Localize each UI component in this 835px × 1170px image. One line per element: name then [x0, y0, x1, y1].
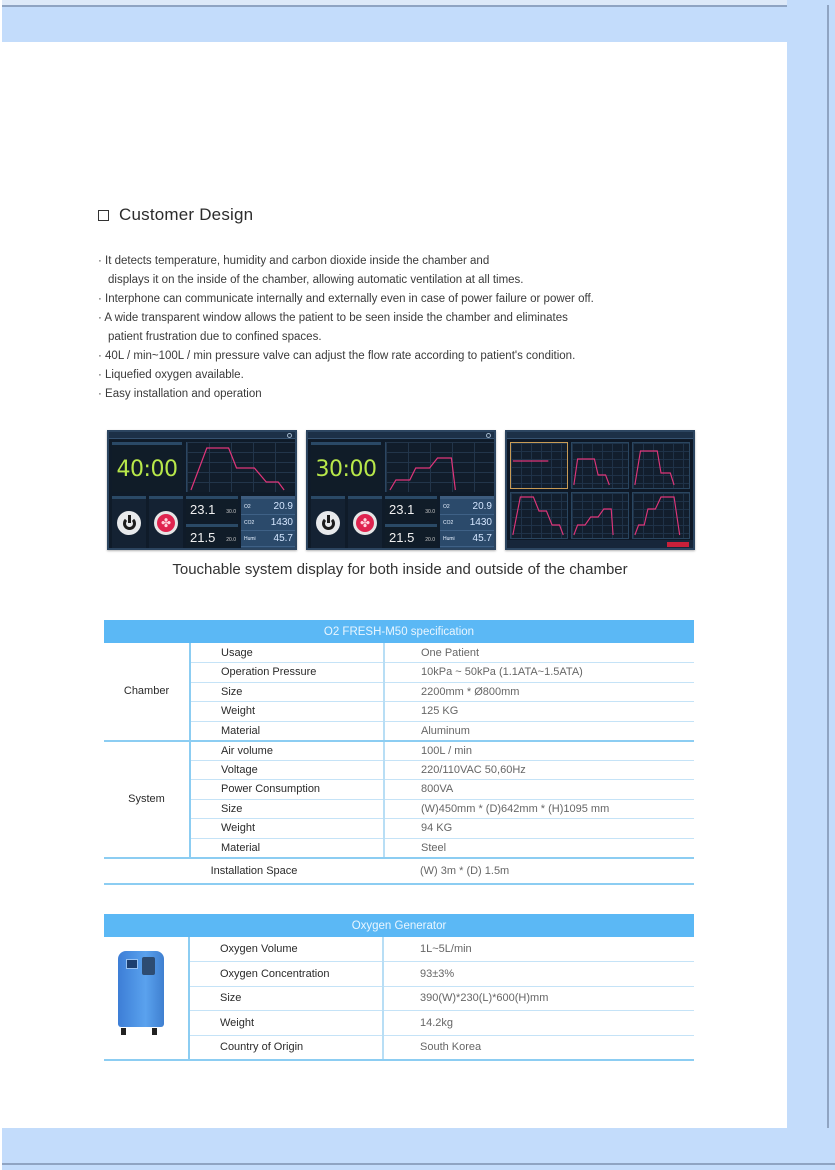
page-frame-bottom	[2, 1128, 835, 1170]
program-curve-icon	[633, 443, 689, 488]
program-selection-screen	[505, 430, 695, 550]
spec-label: Power Consumption	[190, 780, 384, 800]
ventilation-button[interactable]	[154, 511, 178, 535]
oxygen-generator-table	[104, 914, 694, 1061]
spec-value: 800VA	[384, 780, 694, 800]
gas-row-humi: Humi 45.7	[241, 531, 296, 547]
oxygen-concentrator-icon	[118, 951, 166, 1035]
program-curve-icon	[511, 493, 567, 538]
table-row	[104, 721, 694, 741]
program-thumb[interactable]	[632, 442, 690, 489]
spec-label: Country of Origin	[189, 1035, 383, 1060]
power-panel	[112, 496, 146, 548]
program-thumb[interactable]	[571, 492, 629, 539]
oxygen-table-title: Oxygen Generator	[104, 914, 694, 937]
feature-item: · A wide transparent window allows the patient to be seen inside the chamber and eliminates	[98, 312, 568, 324]
page-frame-right	[787, 0, 835, 1170]
program-thumb[interactable]	[571, 442, 629, 489]
screen-titlebar	[109, 432, 295, 439]
pressure-graph	[186, 442, 296, 492]
ventilation-button[interactable]	[353, 511, 377, 535]
feature-item: · Easy installation and operation	[98, 388, 262, 400]
spec-label: Usage	[190, 643, 384, 663]
program-thumb[interactable]	[632, 492, 690, 539]
program-curve-icon	[572, 493, 628, 538]
fan-icon: ✤	[157, 514, 175, 532]
spec-table-title: O2 FRESH-M50 specification	[104, 620, 694, 643]
fan-panel	[348, 496, 382, 548]
timer-readout: 40:00	[116, 457, 178, 482]
spec-label: Weight	[189, 1011, 383, 1036]
pressure-curve-icon	[187, 442, 296, 492]
table-row	[104, 663, 694, 683]
spec-value: Aluminum	[384, 721, 694, 741]
program-thumb[interactable]	[510, 492, 568, 539]
spec-label: Material	[190, 838, 384, 858]
spec-label: Weight	[190, 702, 384, 722]
program-curve-icon	[633, 493, 689, 538]
spec-label: Size	[189, 986, 383, 1011]
spec-value: 1L~5L/min	[383, 937, 694, 962]
spec-label: Size	[190, 799, 384, 819]
feature-item: · 40L / min~100L / min pressure valve can adjust the flow rate according to patient's condition.	[98, 350, 576, 362]
feature-item-continued: patient frustration due to confined spaces.	[108, 331, 322, 343]
screen-titlebar	[507, 432, 693, 439]
table-row	[104, 643, 694, 663]
section-title: Customer Design	[119, 205, 254, 224]
spec-label: Voltage	[190, 760, 384, 780]
spec-table	[104, 620, 694, 885]
table-row	[104, 780, 694, 800]
start-button[interactable]	[667, 542, 689, 547]
table-row	[104, 962, 694, 987]
spec-label: Oxygen Concentration	[189, 962, 383, 987]
spec-label: Weight	[190, 819, 384, 839]
power-button[interactable]	[316, 511, 340, 535]
section-heading	[98, 205, 253, 225]
group-system: System	[104, 741, 190, 858]
temperature-readout: 23.1 30.0	[385, 496, 437, 520]
spec-label: Oxygen Volume	[189, 937, 383, 962]
fan-panel	[149, 496, 183, 548]
table-row	[104, 799, 694, 819]
spec-label: Material	[190, 721, 384, 741]
feature-item: · Interphone can communicate internally and externally even in case of power failure or power off.	[98, 293, 594, 305]
group-chamber: Chamber	[104, 643, 190, 741]
spec-value: (W) 3m * (D) 1.5m	[384, 858, 694, 884]
humidity-readout: 21.5 20.0	[186, 524, 238, 548]
pressure-curve-icon	[386, 442, 495, 492]
page-frame-top	[2, 0, 835, 42]
timer-readout: 30:00	[315, 457, 377, 482]
close-icon	[486, 433, 491, 438]
screens-caption: Touchable system display for both inside and outside of the chamber	[172, 561, 628, 578]
power-button[interactable]	[117, 511, 141, 535]
gas-row-co2: CO2 1430	[241, 515, 296, 531]
gas-row-humi: Humi 45.7	[440, 531, 495, 547]
control-screen-2	[306, 430, 496, 550]
table-row	[104, 937, 694, 962]
spec-value: One Patient	[384, 643, 694, 663]
table-row	[104, 682, 694, 702]
power-icon	[123, 517, 136, 530]
oxygen-generator-image	[104, 937, 189, 1060]
power-panel	[311, 496, 345, 548]
program-grid	[510, 442, 690, 539]
table-row	[104, 1035, 694, 1060]
screen-titlebar	[308, 432, 494, 439]
humidity-readout: 21.5 20.0	[385, 524, 437, 548]
table-row	[104, 838, 694, 858]
control-screen-1	[107, 430, 297, 550]
table-row	[104, 760, 694, 780]
spec-value: Steel	[384, 838, 694, 858]
table-row	[104, 1011, 694, 1036]
spec-value: 2200mm * Ø800mm	[384, 682, 694, 702]
feature-item: · It detects temperature, humidity and carbon dioxide inside the chamber and	[98, 255, 490, 267]
spec-label: Operation Pressure	[190, 663, 384, 683]
feature-item-continued: displays it on the inside of the chamber, allowing automatic ventilation at all times.	[108, 274, 524, 286]
gas-readouts	[241, 496, 296, 548]
timer-panel	[112, 442, 182, 492]
spec-label: Installation Space	[104, 858, 384, 884]
spec-value: 220/110VAC 50,60Hz	[384, 760, 694, 780]
spec-value: (W)450mm * (D)642mm * (H)1095 mm	[384, 799, 694, 819]
table-row	[104, 986, 694, 1011]
spec-value: 14.2kg	[383, 1011, 694, 1036]
spec-label: Size	[190, 682, 384, 702]
feature-list	[98, 252, 698, 404]
gas-row-co2: CO2 1430	[440, 515, 495, 531]
table-row	[104, 819, 694, 839]
pressure-graph	[385, 442, 495, 492]
feature-item: · Liquefied oxygen available.	[98, 369, 244, 381]
program-curve-icon	[511, 443, 567, 488]
table-row	[104, 702, 694, 722]
gas-readouts	[440, 496, 495, 548]
gas-row-o2: O2 20.9	[440, 499, 495, 515]
spec-value: 100L / min	[384, 741, 694, 761]
spec-value: 10kPa ~ 50kPa (1.1ATA~1.5ATA)	[384, 663, 694, 683]
program-thumb[interactable]	[510, 442, 568, 489]
display-screenshots	[107, 430, 695, 550]
spec-label: Air volume	[190, 741, 384, 761]
spec-value: 125 KG	[384, 702, 694, 722]
fan-icon: ✤	[356, 514, 374, 532]
timer-panel	[311, 442, 381, 492]
table-row	[104, 741, 694, 761]
program-curve-icon	[572, 443, 628, 488]
spec-value: 93±3%	[383, 962, 694, 987]
close-icon	[287, 433, 292, 438]
temperature-readout: 23.1 30.0	[186, 496, 238, 520]
gas-row-o2: O2 20.9	[241, 499, 296, 515]
table-row-installation	[104, 858, 694, 884]
spec-value: South Korea	[383, 1035, 694, 1060]
power-icon	[322, 517, 335, 530]
spec-value: 94 KG	[384, 819, 694, 839]
screen-footer	[507, 540, 693, 548]
hollow-square-icon	[98, 210, 109, 221]
spec-value: 390(W)*230(L)*600(H)mm	[383, 986, 694, 1011]
